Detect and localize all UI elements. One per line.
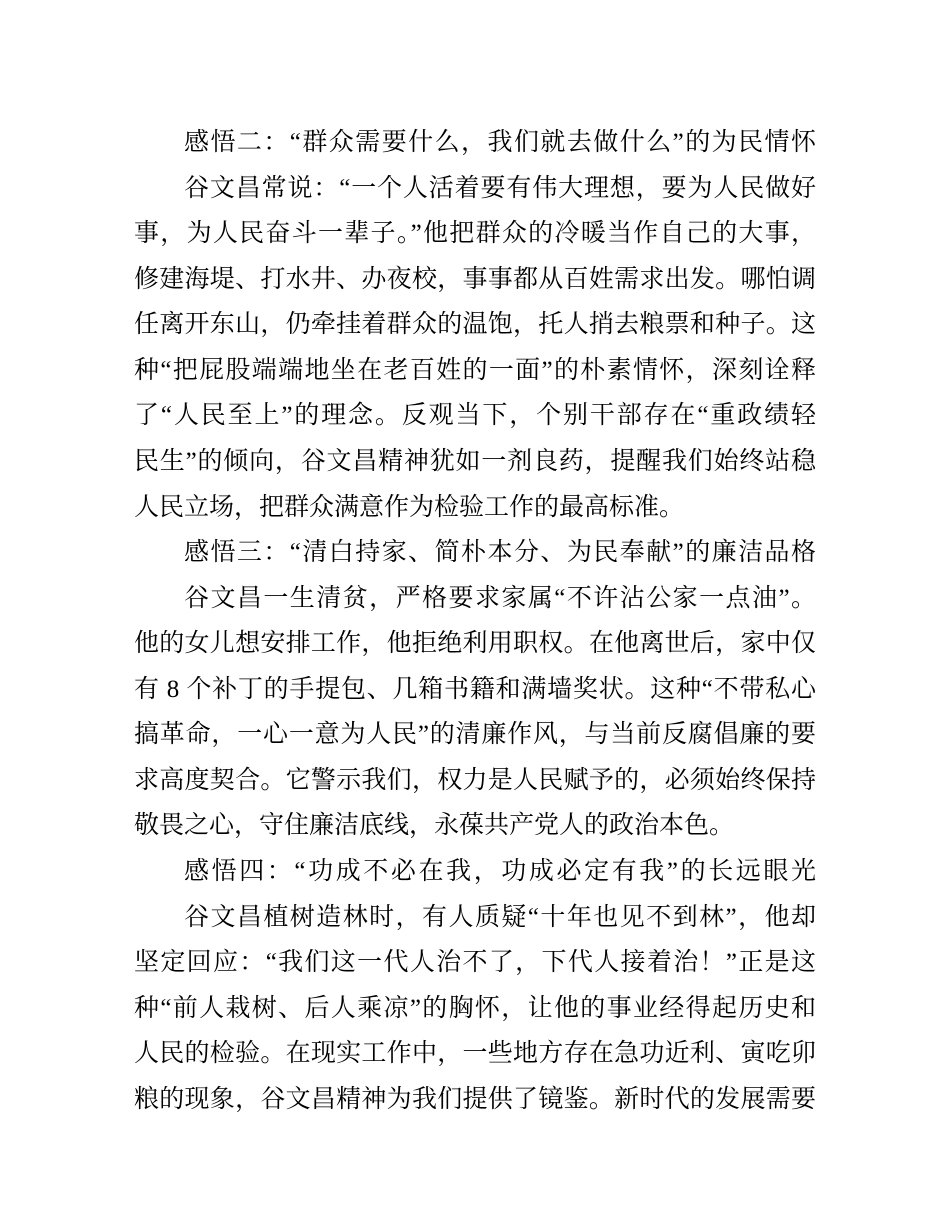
paragraph-line: 坚定回应：“我们这一代人治不了，下代人接着治！”正是这 (134, 949, 816, 977)
heading-line: 感悟四：“功成不必在我，功成必定有我”的长远眼光 (184, 858, 816, 885)
paragraph-line: 求高度契合。它警示我们，权力是人民赋予的，必须始终保持 (134, 766, 816, 794)
paragraph-line: 种“把屁股端端地坐在老百姓的一面”的朴素情怀，深刻诠释 (134, 356, 816, 384)
paragraph-line: 人民的检验。在现实工作中，一些地方存在急功近利、寅吃卯 (134, 1040, 816, 1068)
heading-line: 感悟三：“清白持家、简朴本分、为民奉献”的廉洁品格 (184, 539, 816, 567)
paragraph-line: 他的女儿想安排工作，他拒绝利用职权。在他离世后，家中仅 (134, 630, 816, 658)
paragraph-line: 任离开东山，仍牵挂着群众的温饱，托人捎去粮票和种子。这 (134, 311, 816, 339)
paragraph-line: 民生”的倾向，谷文昌精神犹如一剂良药，提醒我们始终站稳 (134, 447, 816, 475)
paragraph-line: 谷文昌常说：“一个人活着要有伟大理想，要为人民做好 (184, 174, 816, 202)
paragraph-line: 事，为人民奋斗一辈子。”他把群众的冷暖当作自己的大事， (134, 220, 816, 248)
paragraph-line: 搞革命，一心一意为人民”的清廉作风，与当前反腐倡廉的要 (134, 721, 816, 749)
heading-line: 感悟二：“群众需要什么，我们就去做什么”的为民情怀 (184, 129, 816, 156)
paragraph-line: 人民立场，把群众满意作为检验工作的最高标准。 (134, 493, 685, 521)
paragraph-line: 有 8 个补丁的手提包、几箱书籍和满墙奖状。这种“不带私心 (134, 675, 816, 703)
paragraph-line: 敬畏之心，守住廉洁底线，永葆共产党人的政治本色。 (134, 812, 735, 840)
paragraph-line: 修建海堤、打水井、办夜校，事事都从百姓需求出发。哪怕调 (134, 265, 816, 293)
paragraph-line: 种“前人栽树、后人乘凉”的胸怀，让他的事业经得起历史和 (134, 994, 816, 1022)
paragraph-line: 谷文昌一生清贫，严格要求家属“不许沾公家一点油”。 (184, 584, 816, 612)
document-text-block (134, 120, 816, 1122)
paragraph-line: 粮的现象，谷文昌精神为我们提供了镜鉴。新时代的发展需要 (134, 1085, 816, 1113)
paragraph-line: 了“人民至上”的理念。反观当下，个别干部存在“重政绩轻 (134, 402, 816, 430)
paragraph-line: 谷文昌植树造林时，有人质疑“十年也见不到林”，他却 (184, 903, 816, 931)
